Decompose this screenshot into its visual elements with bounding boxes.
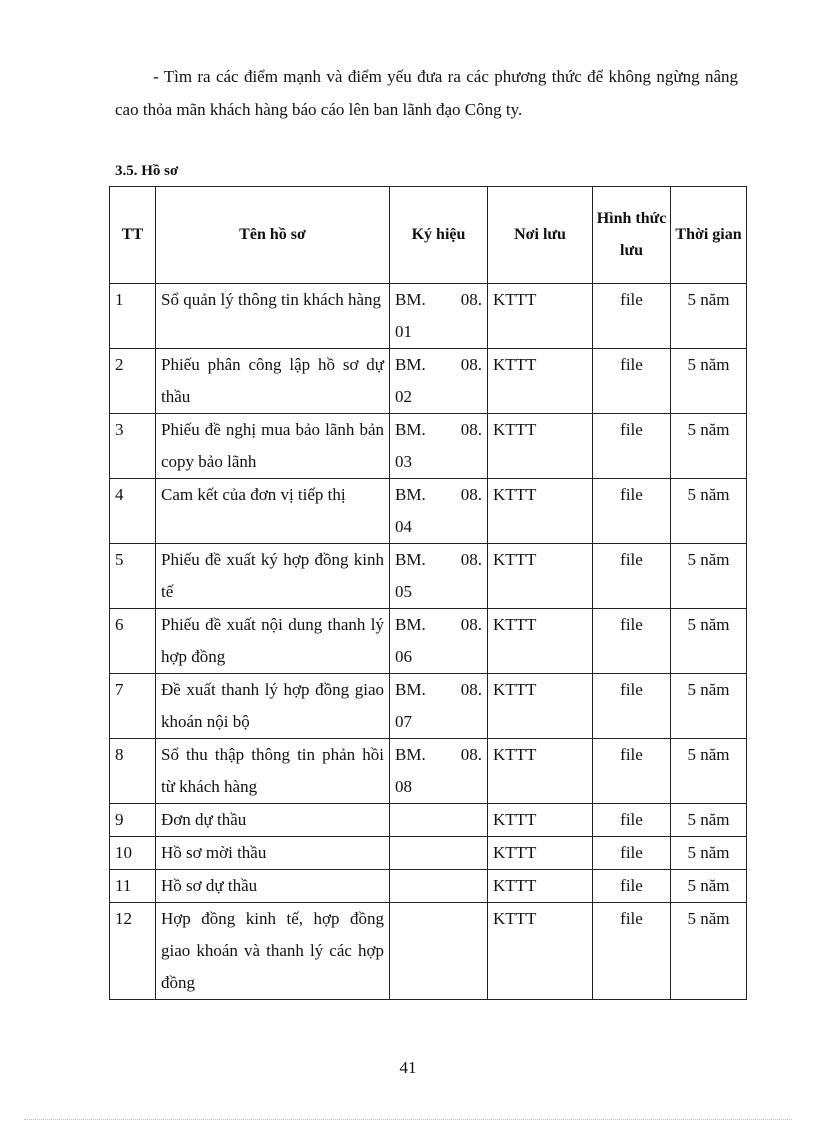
cell-tt: 5 <box>110 544 156 609</box>
code-prefix: BM. <box>395 290 426 309</box>
cell-form: file <box>593 349 671 414</box>
table-row <box>110 739 747 804</box>
cell-form: file <box>593 479 671 544</box>
cell-location: KTTT <box>488 903 593 1000</box>
cell-tt: 8 <box>110 739 156 804</box>
table-row <box>110 479 747 544</box>
table-row <box>110 870 747 903</box>
cell-code <box>390 804 488 837</box>
cell-name: Cam kết của đơn vị tiếp thị <box>156 479 390 544</box>
cell-form: file <box>593 544 671 609</box>
code-group: 08. <box>460 420 482 439</box>
table-row <box>110 349 747 414</box>
table-row <box>110 414 747 479</box>
page-number: 41 <box>399 1058 417 1077</box>
code-prefix: BM. <box>395 485 426 504</box>
section-title: 3.5. Hồ sơ <box>115 163 179 179</box>
cell-location: KTTT <box>488 804 593 837</box>
table-row <box>110 804 747 837</box>
cell-name: Đề xuất thanh lý hợp đồng giao khoán nội bộ <box>156 674 390 739</box>
cell-location: KTTT <box>488 349 593 414</box>
cell-tt: 1 <box>110 284 156 349</box>
cell-form: file <box>593 674 671 739</box>
cell-name: Hợp đồng kinh tế, hợp đồng giao khoán và thanh lý các hợp đồng <box>156 903 390 1000</box>
cell-name: Phiếu đề xuất ký hợp đồng kinh tế <box>156 544 390 609</box>
table-row <box>110 284 747 349</box>
cell-location: KTTT <box>488 739 593 804</box>
header-time: Thời gian <box>671 187 747 284</box>
cell-location: KTTT <box>488 837 593 870</box>
cell-time: 5 năm <box>671 739 747 804</box>
header-form: Hình thức lưu <box>593 187 671 284</box>
cell-code <box>390 414 488 479</box>
cell-tt: 3 <box>110 414 156 479</box>
code-prefix: BM. <box>395 680 426 699</box>
cell-form: file <box>593 903 671 1000</box>
table-row <box>110 837 747 870</box>
cell-tt: 10 <box>110 837 156 870</box>
table-row <box>110 544 747 609</box>
code-prefix: BM. <box>395 550 426 569</box>
code-prefix: BM. <box>395 355 426 374</box>
cell-location: KTTT <box>488 479 593 544</box>
header-location: Nơi lưu <box>488 187 593 284</box>
header-tt: TT <box>110 187 156 284</box>
cell-location: KTTT <box>488 674 593 739</box>
cell-code <box>390 837 488 870</box>
cell-tt: 12 <box>110 903 156 1000</box>
footer-divider <box>24 1119 792 1120</box>
cell-location: KTTT <box>488 609 593 674</box>
code-number: 02 <box>395 387 412 406</box>
cell-location: KTTT <box>488 870 593 903</box>
cell-time: 5 năm <box>671 674 747 739</box>
code-group: 08. <box>460 355 482 374</box>
cell-tt: 2 <box>110 349 156 414</box>
cell-code <box>390 903 488 1000</box>
cell-tt: 6 <box>110 609 156 674</box>
table-row <box>110 674 747 739</box>
table-row <box>110 609 747 674</box>
header-code: Ký hiệu <box>390 187 488 284</box>
cell-location: KTTT <box>488 284 593 349</box>
cell-name: Phiếu đề xuất nội dung thanh lý hợp đồng <box>156 609 390 674</box>
records-table <box>109 186 747 1000</box>
cell-form: file <box>593 284 671 349</box>
code-group: 08. <box>460 745 482 764</box>
cell-code <box>390 739 488 804</box>
cell-code <box>390 479 488 544</box>
code-prefix: BM. <box>395 745 426 764</box>
cell-name: Sổ thu thập thông tin phản hồi từ khách hàng <box>156 739 390 804</box>
cell-tt: 9 <box>110 804 156 837</box>
cell-time: 5 năm <box>671 837 747 870</box>
cell-code <box>390 870 488 903</box>
cell-form: file <box>593 609 671 674</box>
cell-time: 5 năm <box>671 804 747 837</box>
cell-time: 5 năm <box>671 479 747 544</box>
cell-tt: 4 <box>110 479 156 544</box>
code-prefix: BM. <box>395 615 426 634</box>
code-number: 08 <box>395 777 412 796</box>
cell-time: 5 năm <box>671 870 747 903</box>
code-number: 04 <box>395 517 412 536</box>
cell-form: file <box>593 739 671 804</box>
cell-name: Hồ sơ mời thầu <box>156 837 390 870</box>
cell-location: KTTT <box>488 414 593 479</box>
cell-form: file <box>593 837 671 870</box>
table-header-row <box>110 187 747 284</box>
code-group: 08. <box>460 485 482 504</box>
cell-time: 5 năm <box>671 544 747 609</box>
cell-form: file <box>593 804 671 837</box>
cell-form: file <box>593 414 671 479</box>
cell-time: 5 năm <box>671 609 747 674</box>
code-number: 06 <box>395 647 412 666</box>
cell-code <box>390 674 488 739</box>
table-row <box>110 903 747 1000</box>
code-group: 08. <box>460 290 482 309</box>
cell-time: 5 năm <box>671 284 747 349</box>
cell-code <box>390 284 488 349</box>
code-prefix: BM. <box>395 420 426 439</box>
cell-name: Sổ quản lý thông tin khách hàng <box>156 284 390 349</box>
code-number: 07 <box>395 712 412 731</box>
code-group: 08. <box>460 550 482 569</box>
cell-location: KTTT <box>488 544 593 609</box>
header-name: Tên hồ sơ <box>156 187 390 284</box>
cell-name: Phiếu đề nghị mua bảo lãnh bản copy bảo lãnh <box>156 414 390 479</box>
code-number: 03 <box>395 452 412 471</box>
cell-tt: 11 <box>110 870 156 903</box>
code-group: 08. <box>460 615 482 634</box>
code-number: 01 <box>395 322 412 341</box>
cell-time: 5 năm <box>671 414 747 479</box>
cell-time: 5 năm <box>671 903 747 1000</box>
cell-name: Phiếu phân công lập hồ sơ dự thầu <box>156 349 390 414</box>
cell-time: 5 năm <box>671 349 747 414</box>
intro-paragraph: - Tìm ra các điểm mạnh và điểm yếu đưa ra các phương thức để không ngừng nâng cao thỏa mãn khách hàng báo cáo lên ban lãnh đạo Công ty. <box>115 67 738 119</box>
code-number: 05 <box>395 582 412 601</box>
cell-tt: 7 <box>110 674 156 739</box>
cell-name: Hồ sơ dự thầu <box>156 870 390 903</box>
cell-name: Đơn dự thầu <box>156 804 390 837</box>
cell-code <box>390 349 488 414</box>
cell-code <box>390 544 488 609</box>
code-group: 08. <box>460 680 482 699</box>
cell-form: file <box>593 870 671 903</box>
cell-code <box>390 609 488 674</box>
